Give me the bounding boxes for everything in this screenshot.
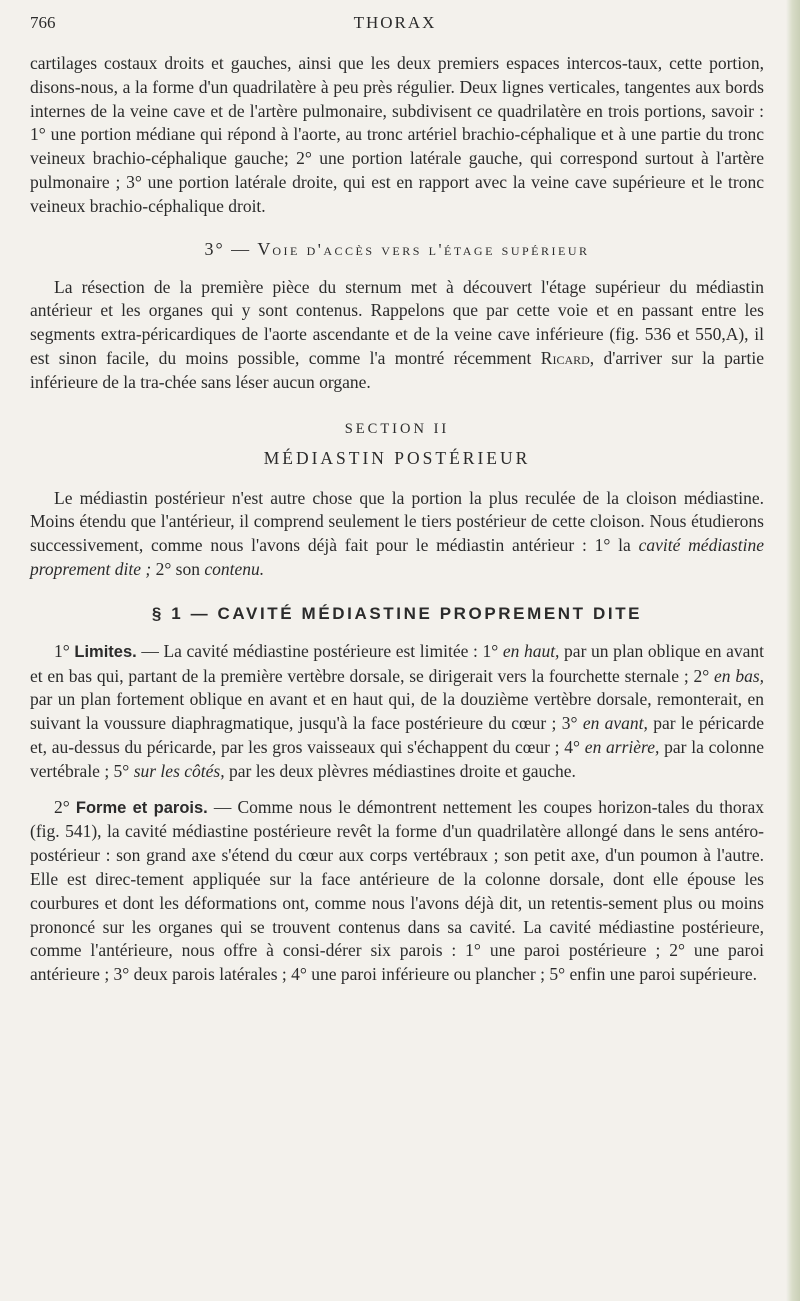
section-1-heading: § 1 — CAVITÉ MÉDIASTINE PROPREMENT DITE [151,603,643,623]
paragraph-mediastin [30,487,764,582]
emphasis: cavité médiastine proprement dite ; [30,535,764,579]
paragraph-text: — Comme nous le démontrent nettement les coupes horizon-tales du thorax (fig. 541), la cavité médiastine postérieure revêt la forme d'un quadrilatère allongé dans le sens antéro-postérieur : son grand axe s'étend du cœur aux corps vertébraux ; son petit axe, d'un poumon à l'autre. Elle est direc-tement appliquée sur la face antérieure de la colonne dorsale, dont elle épouse les courbures et dont les déformations ont, comme nous l'avons déjà dit, un retentis-sement plus ou moins prononcé sur les organes qui se trouvent contenus dans sa cavité. La cavité médiastine postérieure, comme l'antérieure, nous offre à consi-dérer six parois : 1° une paroi postérieure ; 2° une paroi antérieure ; 3° deux parois latérales ; 4° une paroi inférieure ou plancher ; 5° enfin une paroi supérieure. [30,796,764,985]
keyword-forme: Forme et parois. [75,798,208,817]
emphasis: en avant, [582,713,648,734]
emphasis: en bas, [714,665,765,686]
paragraph-text: Le médiastin postérieur n'est autre chose que la portion la plus reculée de la cloison médiastine. Moins étendu que l'antérieur, il comprend seulement le tiers postérieur de cette cloison. Nous étudierons successivement, comme nous l'avons déjà fait pour le médiastin antérieur : 1° la [30,487,764,556]
paragraph-text: — La cavité médiastine postérieure est limitée : 1° [136,640,503,661]
section-label: SECTION II [344,420,450,437]
paragraph-forme [30,796,764,987]
subsection-heading-3 [30,239,764,260]
emphasis: en haut, [502,640,560,661]
page-edge [786,0,800,1301]
paragraph-text: par la colonne vertébrale ; 5° [30,736,764,781]
page-number: 766 [30,13,56,32]
emphasis: sur les côtés, [133,760,225,781]
paragraph-text: par le péricarde et, au-dessus du péricarde, par les gros vaisseaux qui s'échappent du cœur ; 4° [30,713,764,757]
paragraph-text: 2° son [151,558,205,579]
running-title: THORAX [353,13,437,32]
paragraph-intro: cartilages costaux droits et gauches, ainsi que les deux premiers espaces intercos-taux, cette portion, disons-nous, a la forme d'un quadrilatère à peu près régulier. Deux lignes verticales, tangentes aux bords internes de la veine cave et de l'artère pulmonaire, subdivisent ce quadrilatère en trois portions, savoir : 1° une portion médiane qui répond à l'aorte, au tronc artériel brachio-céphalique et à une partie du tronc veineux brachio-céphalique gauche; 2° une portion latérale gauche, qui correspond surtout à l'artère pulmonaire ; 3° une portion latérale droite, qui est en rapport avec la veine cave supérieure et le tronc veineux brachio-céphalique droit. [30,53,764,216]
paragraph-limites [30,640,764,784]
keyword-limites: Limites. [74,642,137,661]
paragraph-text: par les deux plèvres médiastines droite et gauche. [224,760,576,781]
paragraph-text: La résection de la première pièce du sternum met à découvert l'étage supérieur du médiastin antérieur et les organes qui y sont contenus. Rappelons que par cette voie et en passant entre les segments extra-péricardiques de l'aorte ascendante et de la veine cave inférieure (fig. 536 et 550,A), il est sinon facile, du moins possible, comme l'a montré récemment [30,276,764,368]
section-title: MÉDIASTIN POSTÉRIEUR [263,447,531,468]
author-name: Ricard [540,347,590,368]
paragraph-resection [30,276,764,395]
paragraph-text: par un plan fortement oblique en avant et en haut qui, de la douzième vertèbre dorsale, remonterait, en suivant la voussure diaphragmatique, jusqu'à la face postérieure du cœur ; 3° [30,689,764,734]
subsection-heading-rest: oie d'accès vers l'étage supérieur [272,239,590,259]
emphasis: contenu. [204,558,265,579]
subsection-heading-prefix: 3° — V [204,238,273,259]
item-number: 1° [54,640,75,661]
emphasis: en arrière, [584,736,660,757]
page-content [30,52,764,987]
item-number: 2° [54,796,76,817]
paragraph-text: , d'arriver sur la partie inférieure de la tra-chée sans léser aucun organe. [30,347,764,392]
paragraph-text: par un plan oblique en avant et en bas qui, partant de la première vertèbre dorsale, se dirigerait vers la fourchette sternale ; 2° [30,640,764,686]
page-header [30,13,760,37]
